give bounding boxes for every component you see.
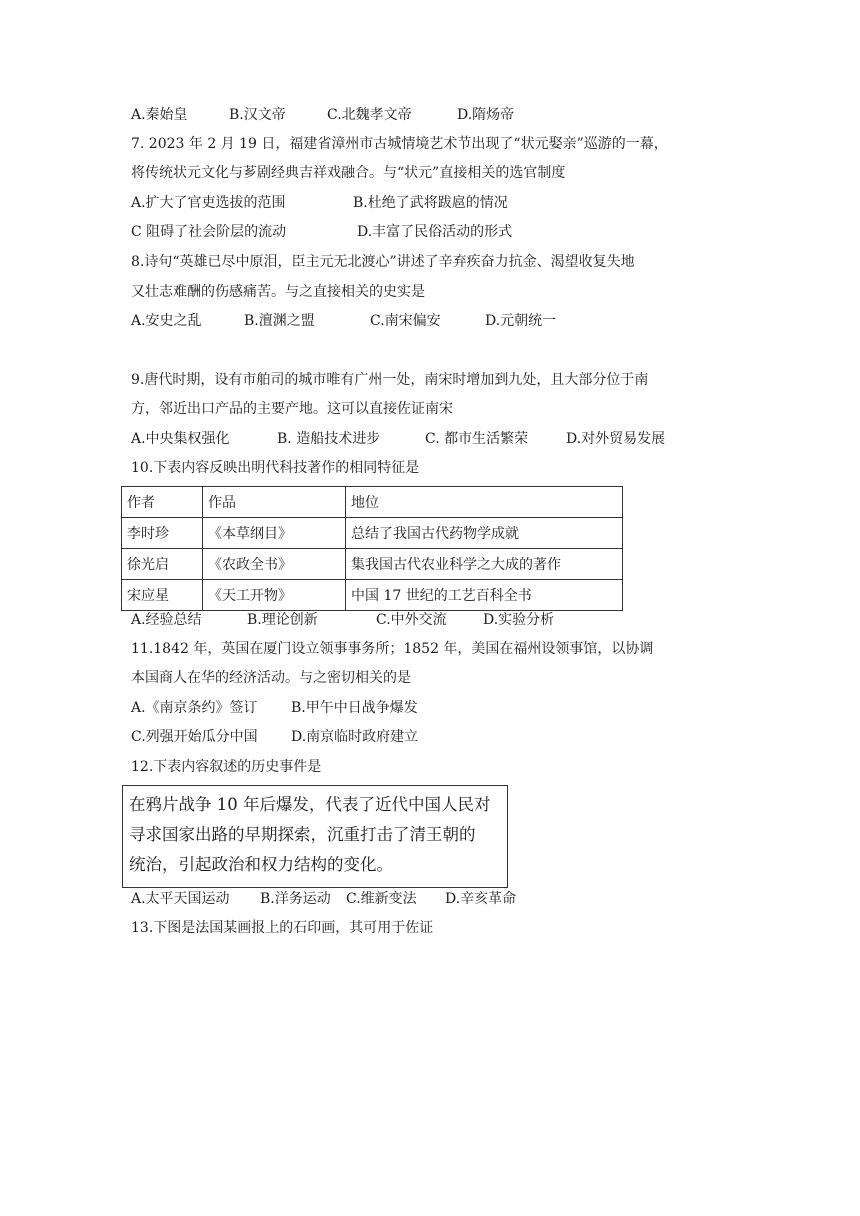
table-cell: 徐光启 <box>122 549 203 580</box>
q7-options-row1 <box>131 194 508 212</box>
table-cell: 中国 17 世纪的工艺百科全书 <box>346 580 623 611</box>
q11-option-d[interactable]: D.南京临时政府建立 <box>291 729 419 745</box>
q10-option-d[interactable]: D.实验分析 <box>483 612 555 628</box>
q8-stem-line1: 8.诗句“英雄已尽中原泪，臣主元无北渡心”讲述了辛弃疾奋力抗金、渴望收复失地 <box>131 254 635 270</box>
q11-option-c[interactable]: C.列强开始瓜分中国 <box>131 729 258 745</box>
q9-stem-line1: 9.唐代时期，设有市舶司的城市唯有广州一处，南宋时增加到九处，且大部分位于南 <box>131 372 649 388</box>
q12-options <box>131 890 516 908</box>
q11-stem-line2: 本国商人在华的经济活动。与之密切相关的是 <box>131 670 411 686</box>
table-cell: 集我国古代农业科学之大成的著作 <box>346 549 623 580</box>
q10-options <box>131 611 554 629</box>
table-header-status: 地位 <box>346 487 623 518</box>
table-header-author: 作者 <box>122 487 203 518</box>
table-cell: 宋应星 <box>122 580 203 611</box>
q7-option-c[interactable]: C 阻碍了社会阶层的流动 <box>131 224 287 240</box>
table-cell: 《农政全书》 <box>203 549 346 580</box>
q11-option-b[interactable]: B.甲午中日战争爆发 <box>291 700 418 716</box>
q12-box-line: 在鸦片战争 10 年后爆发，代表了近代中国人民对 <box>129 795 491 814</box>
q8-option-c[interactable]: C.南宋偏安 <box>370 313 441 329</box>
q13-stem: 13.下图是法国某画报上的石印画，其可用于佐证 <box>131 920 434 936</box>
q12-option-a[interactable]: A.太平天国运动 <box>131 891 230 907</box>
q12-option-c[interactable]: C.维新变法 <box>346 891 417 907</box>
q8-options <box>131 312 556 330</box>
q12-option-b[interactable]: B.洋务运动 <box>260 891 331 907</box>
q7-options-row2 <box>131 223 512 241</box>
q9-option-d[interactable]: D.对外贸易发展 <box>566 431 666 447</box>
table-cell: 总结了我国古代药物学成就 <box>346 518 623 549</box>
q9-options <box>131 430 665 448</box>
q10-option-b[interactable]: B.理论创新 <box>247 612 318 628</box>
table-cell: 《天工开物》 <box>203 580 346 611</box>
q11-options-row1 <box>131 699 418 717</box>
q8-option-a[interactable]: A.安史之乱 <box>131 313 202 329</box>
q6-options <box>131 106 514 124</box>
q10-stem: 10.下表内容反映出明代科技著作的相同特征是 <box>131 460 420 476</box>
q7-option-d[interactable]: D.丰富了民俗活动的形式 <box>357 224 513 240</box>
q8-stem-line2: 又壮志难酬的伤感痛苦。与之直接相关的史实是 <box>131 284 425 300</box>
q6-option-c[interactable]: C.北魏孝文帝 <box>327 107 412 123</box>
q12-text-box <box>122 785 508 888</box>
q11-stem-line1: 11.1842 年，英国在厦门设立领事事务所；1852 年，美国在福州设领事馆，以协调 <box>131 641 654 657</box>
q9-option-b[interactable]: B. 造船技术进步 <box>277 431 381 447</box>
q6-option-b[interactable]: B.汉文帝 <box>229 107 286 123</box>
q7-stem-line2: 将传统状元文化与芗剧经典吉祥戏融合。与“状元”直接相关的选官制度 <box>131 165 566 181</box>
q7-option-b[interactable]: B.杜绝了武将跋扈的情况 <box>353 195 508 211</box>
q8-option-d[interactable]: D.元朝统一 <box>485 313 557 329</box>
table-cell: 《本草纲目》 <box>203 518 346 549</box>
q10-option-c[interactable]: C.中外交流 <box>376 612 447 628</box>
q9-stem-line2: 方，邻近出口产品的主要产地。这可以直接佐证南宋 <box>131 401 453 417</box>
table-row <box>122 549 623 580</box>
q12-box-line: 统治，引起政治和权力结构的变化。 <box>129 855 393 874</box>
q7-option-a[interactable]: A.扩大了官吏选拔的范围 <box>131 195 286 211</box>
q8-option-b[interactable]: B.澶渊之盟 <box>244 313 315 329</box>
q12-box-line: 寻求国家出路的早期探索，沉重打击了清王朝的 <box>129 825 476 844</box>
q10-table <box>121 486 623 611</box>
q10-option-a[interactable]: A.经验总结 <box>131 612 202 628</box>
table-row <box>122 518 623 549</box>
q11-option-a[interactable]: A.《南京条约》签订 <box>131 700 258 716</box>
q6-option-a[interactable]: A.秦始皇 <box>131 107 188 123</box>
q12-option-d[interactable]: D.辛亥革命 <box>445 891 517 907</box>
q9-option-c[interactable]: C. 都市生活繁荣 <box>425 431 529 447</box>
table-header-row <box>122 487 623 518</box>
q12-stem: 12.下表内容叙述的历史事件是 <box>131 759 322 775</box>
table-cell: 李时珍 <box>122 518 203 549</box>
q7-stem-line1: 7. 2023 年 2 月 19 日，福建省漳州市古城情境艺术节出现了“状元娶亲”巡游的一幕， <box>131 136 668 152</box>
q9-option-a[interactable]: A.中央集权强化 <box>131 431 230 447</box>
q6-option-d[interactable]: D.隋炀帝 <box>457 107 515 123</box>
table-header-work: 作品 <box>203 487 346 518</box>
q11-options-row2 <box>131 728 418 746</box>
table-row <box>122 580 623 611</box>
